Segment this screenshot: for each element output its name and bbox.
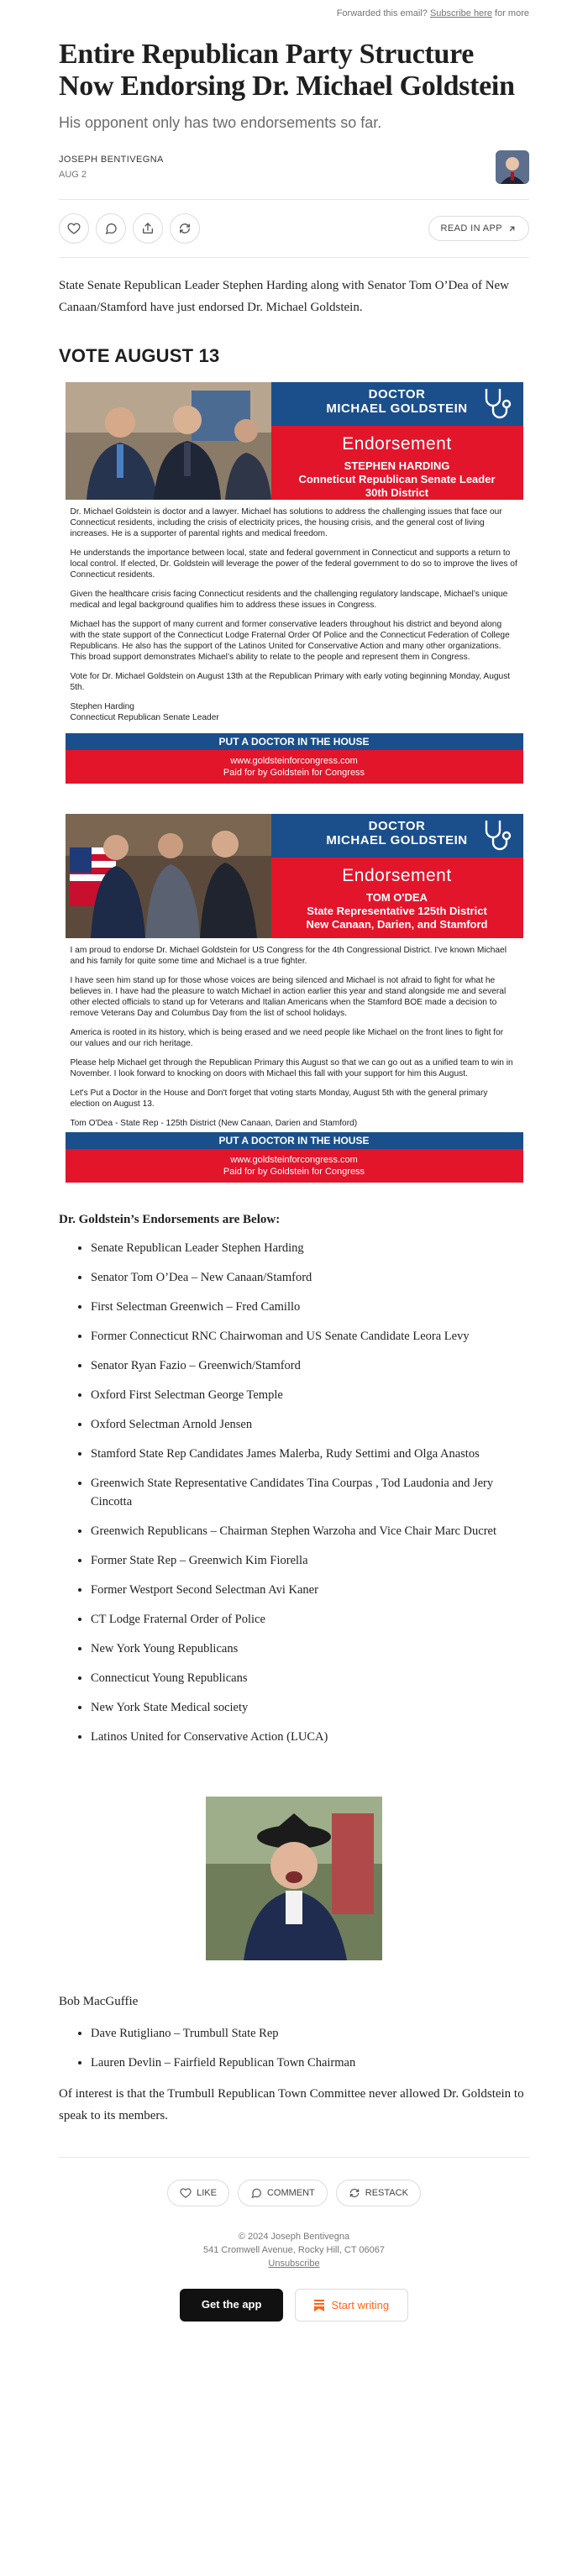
flyer2-paragraph: I have seen him stand up for those whose voices are being silenced and Michael is not afraid to fight for what he believes in. I have had the pleasure to watch Michael in action earlier this year and stand alongside me and several other elected officials to stand up for Veterans and Italian Americans when the Stamford BOE made a decision to remove Veterans Day and Columbus Day from the list of school holidays. [70, 976, 507, 1018]
restack-button[interactable] [336, 2180, 421, 2206]
like-label: LIKE [197, 2188, 217, 2198]
flyer2-role2: New Canaan, Darien, and Stamford [306, 918, 488, 931]
flyer1-sign-name: Stephen Harding [70, 702, 134, 711]
flyer1-endorsement: Endorsement [342, 434, 452, 454]
flyer1-name: MICHAEL GOLDSTEIN [326, 401, 468, 416]
flyer2-paragraph: Please help Michael get through the Republican Primary this August so that we can go out as a unified team to win in November. I look forward to knocking on doors with Michael this fall with your support for him this August. [70, 1058, 513, 1078]
subscribe-link[interactable]: Subscribe here [429, 8, 492, 18]
flyer1-sign-title: Connecticut Republican Senate Leader [70, 713, 219, 722]
bob-macguffie-photo[interactable] [206, 1797, 382, 1960]
comment-label: COMMENT [266, 2188, 315, 2198]
list-item: • Senator Ryan Fazio – Greenwich/Stamford [91, 1356, 529, 1375]
read-in-app-button[interactable] [428, 216, 529, 241]
start-writing-button[interactable] [295, 2289, 408, 2322]
odea-endorsement-flyer[interactable] [66, 814, 523, 1183]
list-item: • First Selectman Greenwich – Fred Camillo [91, 1298, 529, 1316]
author-name[interactable]: JOSEPH BENTIVEGNA [59, 155, 164, 165]
list-item: • New York Young Republicans [91, 1640, 529, 1658]
flyer1-slogan: PUT A DOCTOR IN THE HOUSE [66, 733, 523, 750]
post-title: Entire Republican Party Structure Now Endorsing Dr. Michael Goldstein [59, 39, 515, 102]
heart-icon [180, 2187, 192, 2199]
email-container [59, 0, 529, 2322]
flyer2-doctor: DOCTOR [368, 819, 426, 833]
list-item: • Connecticut Young Republicans [91, 1669, 529, 1687]
harding-photo [66, 382, 271, 500]
address: 541 Cromwell Avenue, Rocky Hill, CT 06067 [202, 2245, 386, 2255]
unsubscribe-link[interactable]: Unsubscribe [268, 2259, 320, 2269]
closing-paragraph: Of interest is that the Trumbull Republican Town Committee never allowed Dr. Goldstein to speak to its members. [59, 2087, 524, 2122]
list-item: • CT Lodge Fraternal Order of Police [91, 1610, 529, 1629]
list-item: • New York State Medical society [91, 1698, 529, 1717]
flyer2-slogan: PUT A DOCTOR IN THE HOUSE [66, 1132, 523, 1149]
endorsements-list [59, 1239, 529, 1746]
flyer2-paragraph: America is rooted in its history, which is being erased and we need people like Michael on the front lines to fight for our values and our rich heritage. [70, 1028, 504, 1048]
byline [59, 150, 529, 184]
flyer1-paragraph: Michael has the support of many current and former conservative leaders throughout his district and beyond along with the state support of the Connecticut Lodge Fraternal Order Of Police and the Connecticut Federation of College Republicans. He also has the support of the Latinos United for Conservative Action and many other organizations. This broad support demonstrates Michael’s ability to relate to the people and represent them in Congress. [70, 620, 510, 662]
post-actions [59, 200, 529, 258]
list-item: • Greenwich State Representative Candidates Tina Courpas , Tod Laudonia and Jery Cincotta [91, 1474, 529, 1511]
for-more-text: for more [495, 8, 529, 18]
share-icon [141, 222, 155, 235]
stethoscope-icon [480, 817, 517, 854]
flyer1-signature [71, 701, 518, 723]
list-item: • Former Westport Second Selectman Avi Kaner [91, 1581, 529, 1599]
odea-photo [66, 814, 271, 938]
flyer2-endorser: TOM O'DEA [366, 891, 428, 904]
list-item: • Former Connecticut RNC Chairwoman and US Senate Candidate Leora Levy [91, 1327, 529, 1346]
footer-actions [59, 2157, 529, 2206]
post-subtitle: His opponent only has two endorsements so far. [59, 114, 382, 131]
substack-logo-icon [314, 2300, 324, 2311]
harding-endorsement-flyer[interactable] [66, 382, 523, 784]
stethoscope-icon [480, 386, 517, 422]
flyer2-paragraph: I am proud to endorse Dr. Michael Goldstein for US Congress for the 4th Congressional District. I've known Michael and his family for quite some time and Michael is a true fighter. [70, 946, 507, 966]
flyer1-role1: Conneticut Republican Senate Leader [298, 473, 496, 485]
vote-heading: VOTE AUGUST 13 [59, 345, 220, 366]
start-writing-label: Start writing [331, 2299, 390, 2311]
list-item: • Senate Republican Leader Stephen Harding [91, 1239, 529, 1257]
photo-caption: Bob MacGuffie [59, 1995, 139, 2008]
comment-icon [250, 2187, 262, 2199]
forwarded-text: Forwarded this email? [336, 8, 428, 18]
list-item: • Dave Rutigliano – Trumbull State Rep [91, 2024, 529, 2043]
list-item: • Greenwich Republicans – Chairman Stephen Warzoha and Vice Chair Marc Ducret [91, 1522, 529, 1540]
flyer2-signature: Tom O'Dea - State Rep - 125th District (New Canaan, Darien and Stamford) [70, 1119, 358, 1128]
post-date: AUG 2 [59, 170, 87, 180]
like-button[interactable] [167, 2180, 229, 2206]
list-item: • Latinos United for Conservative Action (LUCA) [91, 1728, 529, 1746]
forward-bar [59, 0, 529, 27]
comment-button[interactable] [96, 213, 126, 244]
flyer1-paid: Paid for by Goldstein for Congress [223, 768, 365, 778]
flyer1-doctor: DOCTOR [368, 387, 426, 401]
flyer2-endorsement: Endorsement [342, 866, 452, 885]
restack-icon [178, 222, 192, 235]
flyer1-paragraph: Dr. Michael Goldstein is doctor and a lawyer. Michael has solutions to address the challenging issues that face our Connecticut residents, including the crisis of electricity prices, the housing crisis, and the general cost of living increases. He is a supporter of parental rights and medical freedom. [70, 507, 502, 538]
list-item: • Stamford State Rep Candidates James Malerba, Rudy Settimi and Olga Anastos [91, 1445, 529, 1463]
author-avatar[interactable] [496, 150, 529, 184]
flyer2-role1: State Representative 125th District [307, 905, 487, 917]
restack-icon [349, 2187, 360, 2199]
share-button[interactable] [133, 213, 163, 244]
restack-button[interactable] [170, 213, 200, 244]
comment-button[interactable] [238, 2180, 328, 2206]
read-in-app-label: READ IN APP [440, 223, 502, 233]
flyer1-body [66, 500, 523, 723]
list-item: • Oxford Selectman Arnold Jensen [91, 1415, 529, 1434]
flyer2-url: www.goldsteinforcongress.com [230, 1155, 358, 1165]
additional-endorsements-list [59, 2024, 529, 2072]
endorsements-heading: Dr. Goldstein’s Endorsements are Below: [59, 1213, 281, 1226]
arrow-up-right-icon [507, 224, 517, 233]
flyer1-paragraph: Given the healthcare crisis facing Connecticut residents and the challenging regulatory landscape, Michael’s unique medical and legal background qualifies him to address these issues in Congress. [70, 590, 508, 610]
flyer2-name: MICHAEL GOLDSTEIN [326, 833, 468, 847]
heart-icon [67, 222, 81, 235]
flyer1-url: www.goldsteinforcongress.com [230, 756, 358, 766]
footer-info [59, 2230, 529, 2270]
flyer1-paragraph: He understands the importance between local, state and federal government in Connecticut and supports a return to local control. If elected, Dr. Goldstein will leverage the power of the federal government to do so to improve the lives of Connecticut residents. [70, 548, 517, 580]
comment-icon [104, 222, 118, 235]
flyer2-paragraph: Let's Put a Doctor in the House and Don't forget that voting starts Monday, August 5th with the general primary election on August 13. [70, 1089, 488, 1109]
list-item: • Senator Tom O’Dea – New Canaan/Stamford [91, 1268, 529, 1287]
restack-label: RESTACK [365, 2188, 408, 2198]
intro-paragraph: State Senate Republican Leader Stephen Harding along with Senator Tom O’Dea of New Canaan/Stamford have just endorsed Dr. Michael Goldstein. [59, 279, 510, 314]
flyer1-role2: 30th District [365, 486, 429, 499]
like-button[interactable] [59, 213, 89, 244]
list-item: • Lauren Devlin – Fairfield Republican Town Chairman [91, 2054, 529, 2072]
list-item: • Former State Rep – Greenwich Kim Fiorella [91, 1551, 529, 1570]
get-app-button[interactable]: Get the app [180, 2289, 284, 2322]
flyer1-paragraph: Vote for Dr. Michael Goldstein on August 13th at the Republican Primary with early voting beginning Monday, August 5th. [70, 672, 511, 692]
footer-cta [59, 2289, 529, 2322]
copyright: © 2024 Joseph Bentivegna [238, 2232, 350, 2242]
flyer1-endorser: STEPHEN HARDING [344, 459, 450, 472]
flyer2-paid: Paid for by Goldstein for Congress [223, 1167, 365, 1177]
flyer2-body [66, 938, 523, 1129]
list-item: • Oxford First Selectman George Temple [91, 1386, 529, 1404]
